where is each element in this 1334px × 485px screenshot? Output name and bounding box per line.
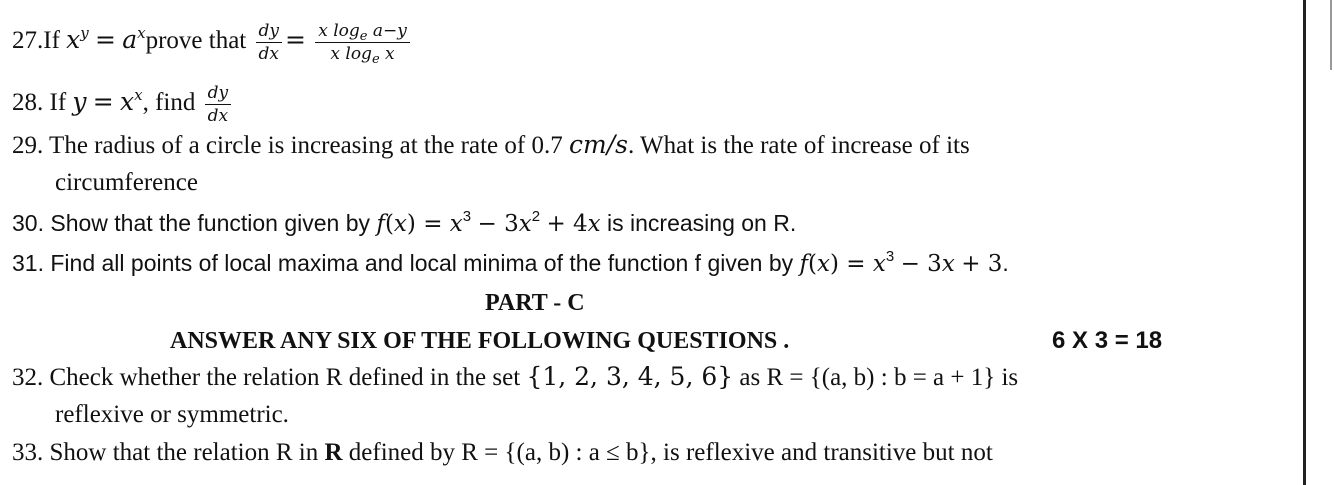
dy-dx-fraction: $\frac{dy}{dx}$	[205, 82, 232, 127]
question-27: 27.If $x^y$ = $a^xprove$ that $\frac{dy}{dx}$ = $\frac{x \log_e a-y}{x \log_e x}$	[12, 20, 413, 65]
question-31: 31. Find all points of local maxima and local minima of the function f given by $f(x) = x^3 - 3x + 3$.	[12, 248, 1009, 277]
dy-dx-fraction: $\frac{dy}{dx}$	[256, 20, 283, 65]
question-32-line-2: reflexive or symmetric.	[55, 401, 289, 428]
page-edge	[1330, 0, 1332, 70]
part-title: PART - C	[485, 290, 585, 316]
question-32-line-1: 32. Check whether the relation R defined in the set {1, 2, 3, 4, 5, 6} as R = {(a, b) : b = a + 1} is	[12, 362, 1019, 391]
page-border	[1303, 0, 1306, 485]
instructions: ANSWER ANY SIX OF THE FOLLOWING QUESTIONS .	[170, 328, 790, 354]
question-29-line-2: circumference	[55, 169, 198, 196]
question-30: 30. Show that the function given by $f(x) = x^3 - 3x^2 + 4x$ is increasing on R.	[12, 208, 797, 237]
question-33: 33. Show that the relation R in R defined by R = {(a, b) : a ≤ b}, is reflexive and transitive but not	[12, 439, 993, 466]
question-28: 28. If $y = x^x$, find $\frac{dy}{dx}$	[12, 82, 234, 127]
marks: 6 X 3 = 18	[1052, 327, 1163, 354]
question-29-line-1: 29. The radius of a circle is increasing at the rate of 0.7 cm/s. What is the rate of increase of its	[12, 130, 970, 159]
rhs-fraction: $\frac{x \log_e a-y}{x \log_e x}$	[315, 20, 410, 65]
